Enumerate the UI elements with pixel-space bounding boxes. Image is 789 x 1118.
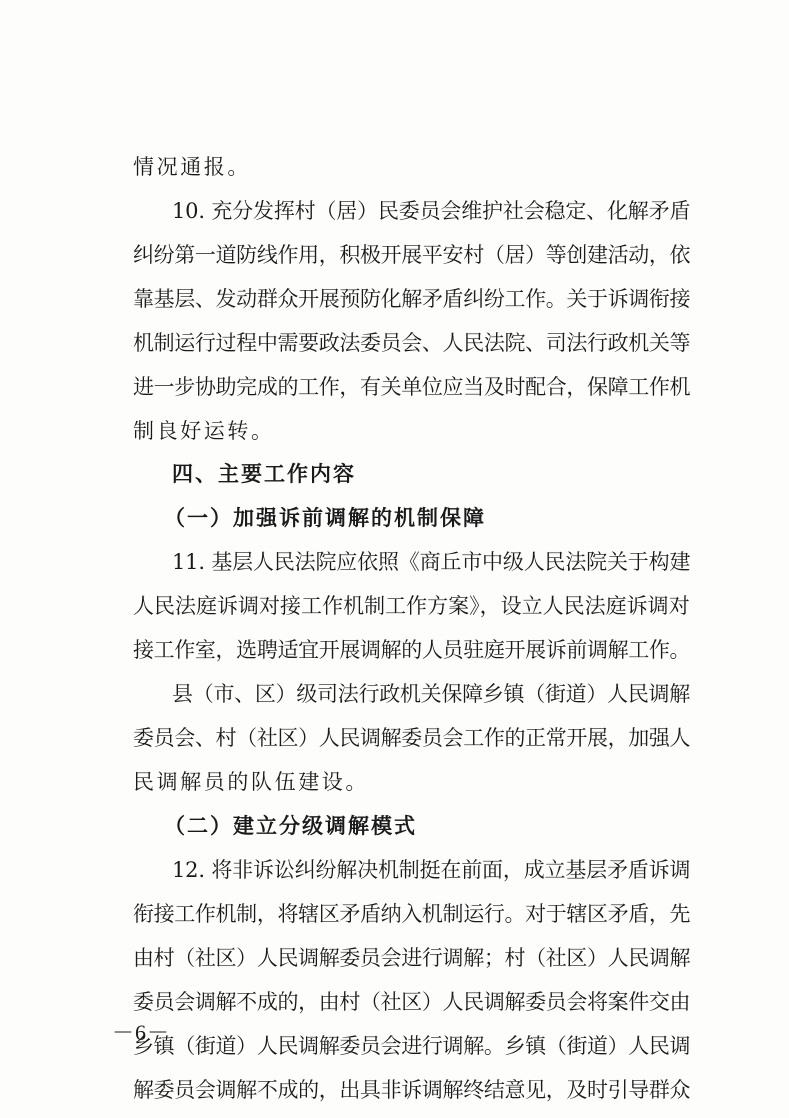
- paragraph-line: 乡镇（街道）人民调解委员会进行调解。乡镇（街道）人民调: [133, 1034, 691, 1058]
- section-heading: 四、主要工作内容: [172, 462, 356, 486]
- paragraph-line: 机制运行过程中需要政法委员会、人民法院、司法行政机关等: [133, 331, 691, 355]
- paragraph-line: 人民法庭诉调对接工作机制工作方案》，设立人民法庭诉调对: [133, 594, 690, 618]
- paragraph-line: 进一步协助完成的工作，有关单位应当及时配合，保障工作机: [133, 375, 691, 399]
- paragraph-line: 解委员会调解不成的，出具非诉调解终结意见，及时引导群众: [133, 1078, 691, 1102]
- paragraph-line: 委员会调解不成的，由村（社区）人民调解委员会将案件交由: [133, 990, 691, 1014]
- paragraph-line: 12. 将非诉讼纠纷解决机制挺在前面，成立基层矛盾诉调: [172, 858, 691, 882]
- paragraph-line: 接工作室，选聘适宜开展调解的人员驻庭开展诉前调解工作。: [133, 638, 691, 662]
- paragraph-line: 情况通报。: [133, 155, 251, 179]
- paragraph-line: 县（市、区）级司法行政机关保障乡镇（街道）人民调解: [172, 682, 690, 706]
- paragraph-line: 衔接工作机制，将辖区矛盾纳入机制运行。对于辖区矛盾，先: [133, 902, 691, 926]
- paragraph-line: 10. 充分发挥村（居）民委员会维护社会稳定、化解矛盾: [172, 199, 691, 223]
- paragraph-line: 由村（社区）人民调解委员会进行调解；村（社区）人民调解: [133, 946, 691, 970]
- subsection-heading: （一）加强诉前调解的机制保障: [164, 505, 486, 530]
- paragraph-line: 民调解员的队伍建设。: [133, 770, 369, 794]
- paragraph-line: 委员会、村（社区）人民调解委员会工作的正常开展，加强人: [133, 726, 691, 750]
- subsection-heading: （二）建立分级调解模式: [164, 813, 417, 838]
- paragraph-line: 纠纷第一道防线作用，积极开展平安村（居）等创建活动，依: [133, 243, 691, 267]
- paragraph-line: 靠基层、发动群众开展预防化解矛盾纠纷工作。关于诉调衔接: [133, 287, 691, 311]
- paragraph-line: 11. 基层人民法院应依照《商丘市中级人民法院关于构建: [172, 550, 691, 574]
- page-number: －6－: [112, 1020, 171, 1045]
- paragraph-line: 制良好运转。: [133, 419, 275, 443]
